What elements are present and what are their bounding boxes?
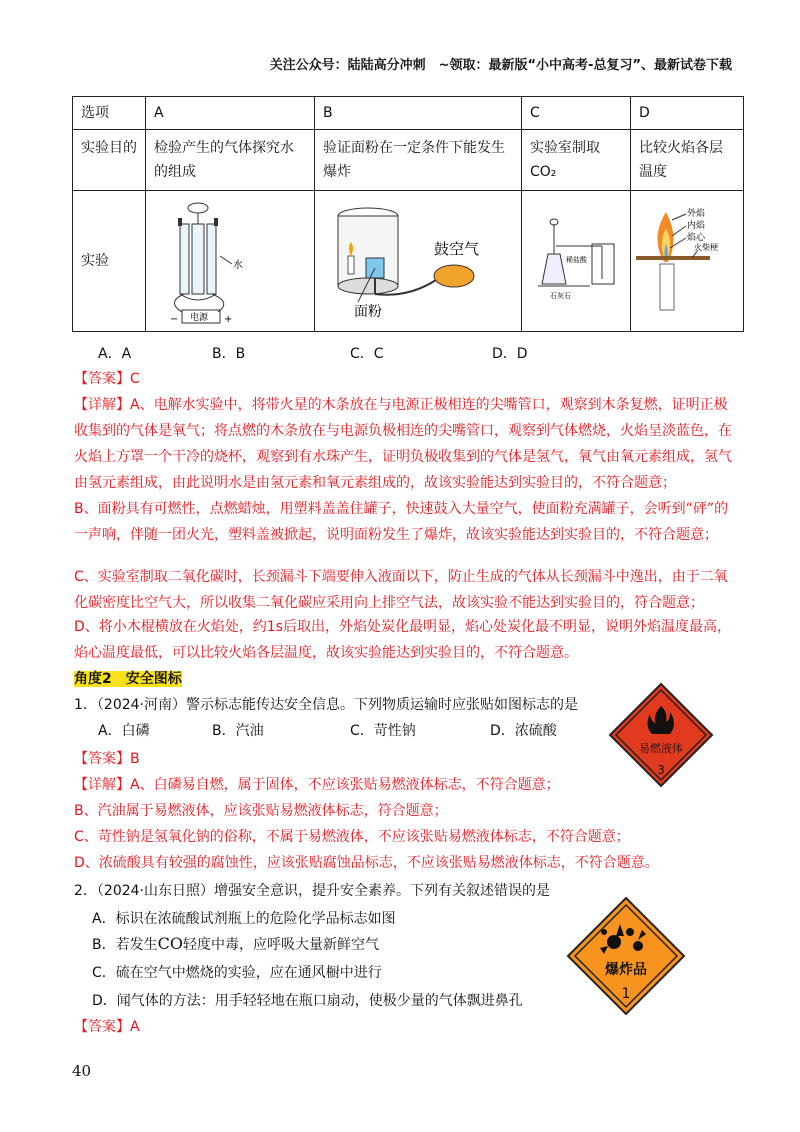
q2-option-b-prefix: B．若发生 — [92, 937, 158, 953]
q1-option-d: D．浓硫酸 — [490, 723, 557, 739]
label-blow-air: 鼓空气 — [434, 240, 480, 258]
table-header-d: D — [631, 97, 744, 130]
q1-option-b: B．汽油 — [212, 723, 264, 739]
q1-option-a: A．白磷 — [98, 723, 150, 739]
choice-d: D．D — [492, 346, 528, 362]
table-header-a: A — [146, 97, 315, 130]
purpose-label: 实验目的 — [73, 130, 146, 191]
label-minus: − — [170, 314, 179, 325]
label-plus: + — [224, 314, 233, 325]
q2-option-b-suffix: 轻度中毒，应呼吸大量新鲜空气 — [182, 937, 379, 953]
table-header-option: 选项 — [73, 97, 146, 130]
label-match-stick: 火柴梗 — [694, 243, 718, 252]
co2-preparation-figure — [530, 194, 622, 328]
q1-detail-d: D、浓硫酸具有较强的腐蚀性，应该张贴腐蚀品标志，不应该张贴易燃液体标志，不符合题意。 — [74, 855, 659, 871]
purpose-c: 实验室制取CO₂ — [522, 130, 631, 191]
q2-option-d: D．闻气体的方法：用手轻轻地在瓶口扇动，使极少量的气体飘进鼻孔 — [92, 993, 523, 1009]
q2-option-c: C．硫在空气中燃烧的实验，应在通风橱中进行 — [92, 965, 382, 981]
choice-b: B．B — [212, 346, 246, 362]
flour-explosion-figure — [328, 194, 508, 328]
purpose-b: 验证面粉在一定条件下能发生爆炸 — [315, 130, 522, 191]
q1-stem: 1．（2024·河南）警示标志能传达安全信息。下列物质运输时应张贴如图标志的是 — [74, 697, 578, 713]
sign-1-text: 易燃液体 — [639, 742, 683, 755]
sign-2-number: 1 — [621, 986, 631, 1002]
electrolysis-apparatus-figure — [160, 194, 300, 328]
section-heading: 角度2 安全图标 — [74, 671, 182, 687]
label-stone: 石灰石 — [550, 292, 571, 300]
q2-stem: 2．（2024·山东日照）增强安全意识，提升安全素养。下列有关叙述错误的是 — [74, 883, 550, 899]
choice-a: A．A — [98, 346, 132, 362]
purpose-d: 比较火焰各层温度 — [631, 130, 744, 191]
label-flame-core: 焰心 — [687, 233, 706, 243]
label-acid: 稀盐酸 — [566, 256, 587, 264]
experiment-label: 实验 — [73, 191, 146, 332]
label-water: 水 — [233, 260, 243, 271]
purpose-a: 检验产生的气体探究水的组成 — [146, 130, 315, 191]
table-header-b: B — [315, 97, 522, 130]
answer-1: 【答案】C — [74, 371, 140, 387]
detail-1-b: B、面粉具有可燃性，点燃蜡烛，用塑料盖盖住罐子，快速鼓入大量空气，使面粉充满罐子，会听到“砰”的一声响，伴随一团火光，塑料盖被掀起，说明面粉发生了爆炸，故该实验能达到实验目的，不符合题意； — [74, 501, 729, 543]
q2-option-a: A．标识在浓硫酸试剂瓶上的危险化学品标志如图 — [92, 911, 396, 927]
options-table — [72, 96, 744, 332]
q2-option-b-co: CO — [157, 934, 183, 953]
q1-option-c: C．苛性钠 — [350, 723, 416, 739]
sign-1-number: 3 — [657, 763, 665, 777]
detail-1-c: C、实验室制取二氧化碳时，长颈漏斗下端要伸入液面以下，防止生成的气体从长颈漏斗中逸出，由于二氧化碳密度比空气大，所以收集二氧化碳应采用向上排空气法，故该实验不能达到实验目的，符合题意； — [74, 569, 728, 611]
label-flour: 面粉 — [354, 304, 382, 320]
explosive-sign — [564, 894, 688, 1018]
q2-option-b — [92, 934, 379, 954]
label-power: 电源 — [190, 313, 209, 323]
table-header-c: C — [522, 97, 631, 130]
q1-detail-b: B、汽油属于易燃液体，应该张贴易燃液体标志，符合题意； — [74, 803, 448, 819]
label-inner-flame: 内焰 — [687, 221, 706, 231]
q2-answer: 【答案】A — [74, 1019, 140, 1035]
detail-1-a: 【详解】A、电解水实验中，将带火星的木条放在与电源正极相连的尖嘴管口，观察到木条复燃，证明正极收集到的气体是氧气；将点燃的木条放在与电源负极相连的尖嘴管口，观察到气体燃烧，火焰呈淡蓝色，在火焰上方罩一个干冷的烧杯，观察到有水珠产生，证明负极收集到的气体是氢气，氧气由氧元素组成，氢气由氢元素组成，由此说明水是由氢元素和氧元素组成的，故该实验能达到实验目的，不符合题意； — [74, 397, 732, 491]
page-header: 关注公众号：陆陆高分冲刺 ~领取：最新版“小中高考-总复习”、最新试卷下载 — [269, 58, 732, 73]
flame-temperature-figure — [632, 194, 742, 328]
page-number: 40 — [72, 1062, 92, 1080]
label-outer-flame: 外焰 — [687, 209, 706, 219]
q1-detail-a: 【详解】A、白磷易自燃，属于固体，不应该张贴易燃液体标志，不符合题意； — [74, 777, 560, 793]
detail-1-d: D、将小木棍横放在火焰处，约1s后取出，外焰处炭化最明显，焰心处炭化最不明显，说明外焰温度最高，焰心温度最低，可以比较火焰各层温度，故该实验能达到实验目的，不符合题意。 — [74, 619, 731, 661]
choice-c: C．C — [350, 346, 384, 362]
q1-detail-c: C、苛性钠是氢氧化钠的俗称，不属于易燃液体，不应该张贴易燃液体标志，不符合题意； — [74, 829, 630, 845]
q1-answer: 【答案】B — [74, 751, 140, 767]
sign-2-text: 爆炸品 — [605, 962, 647, 978]
